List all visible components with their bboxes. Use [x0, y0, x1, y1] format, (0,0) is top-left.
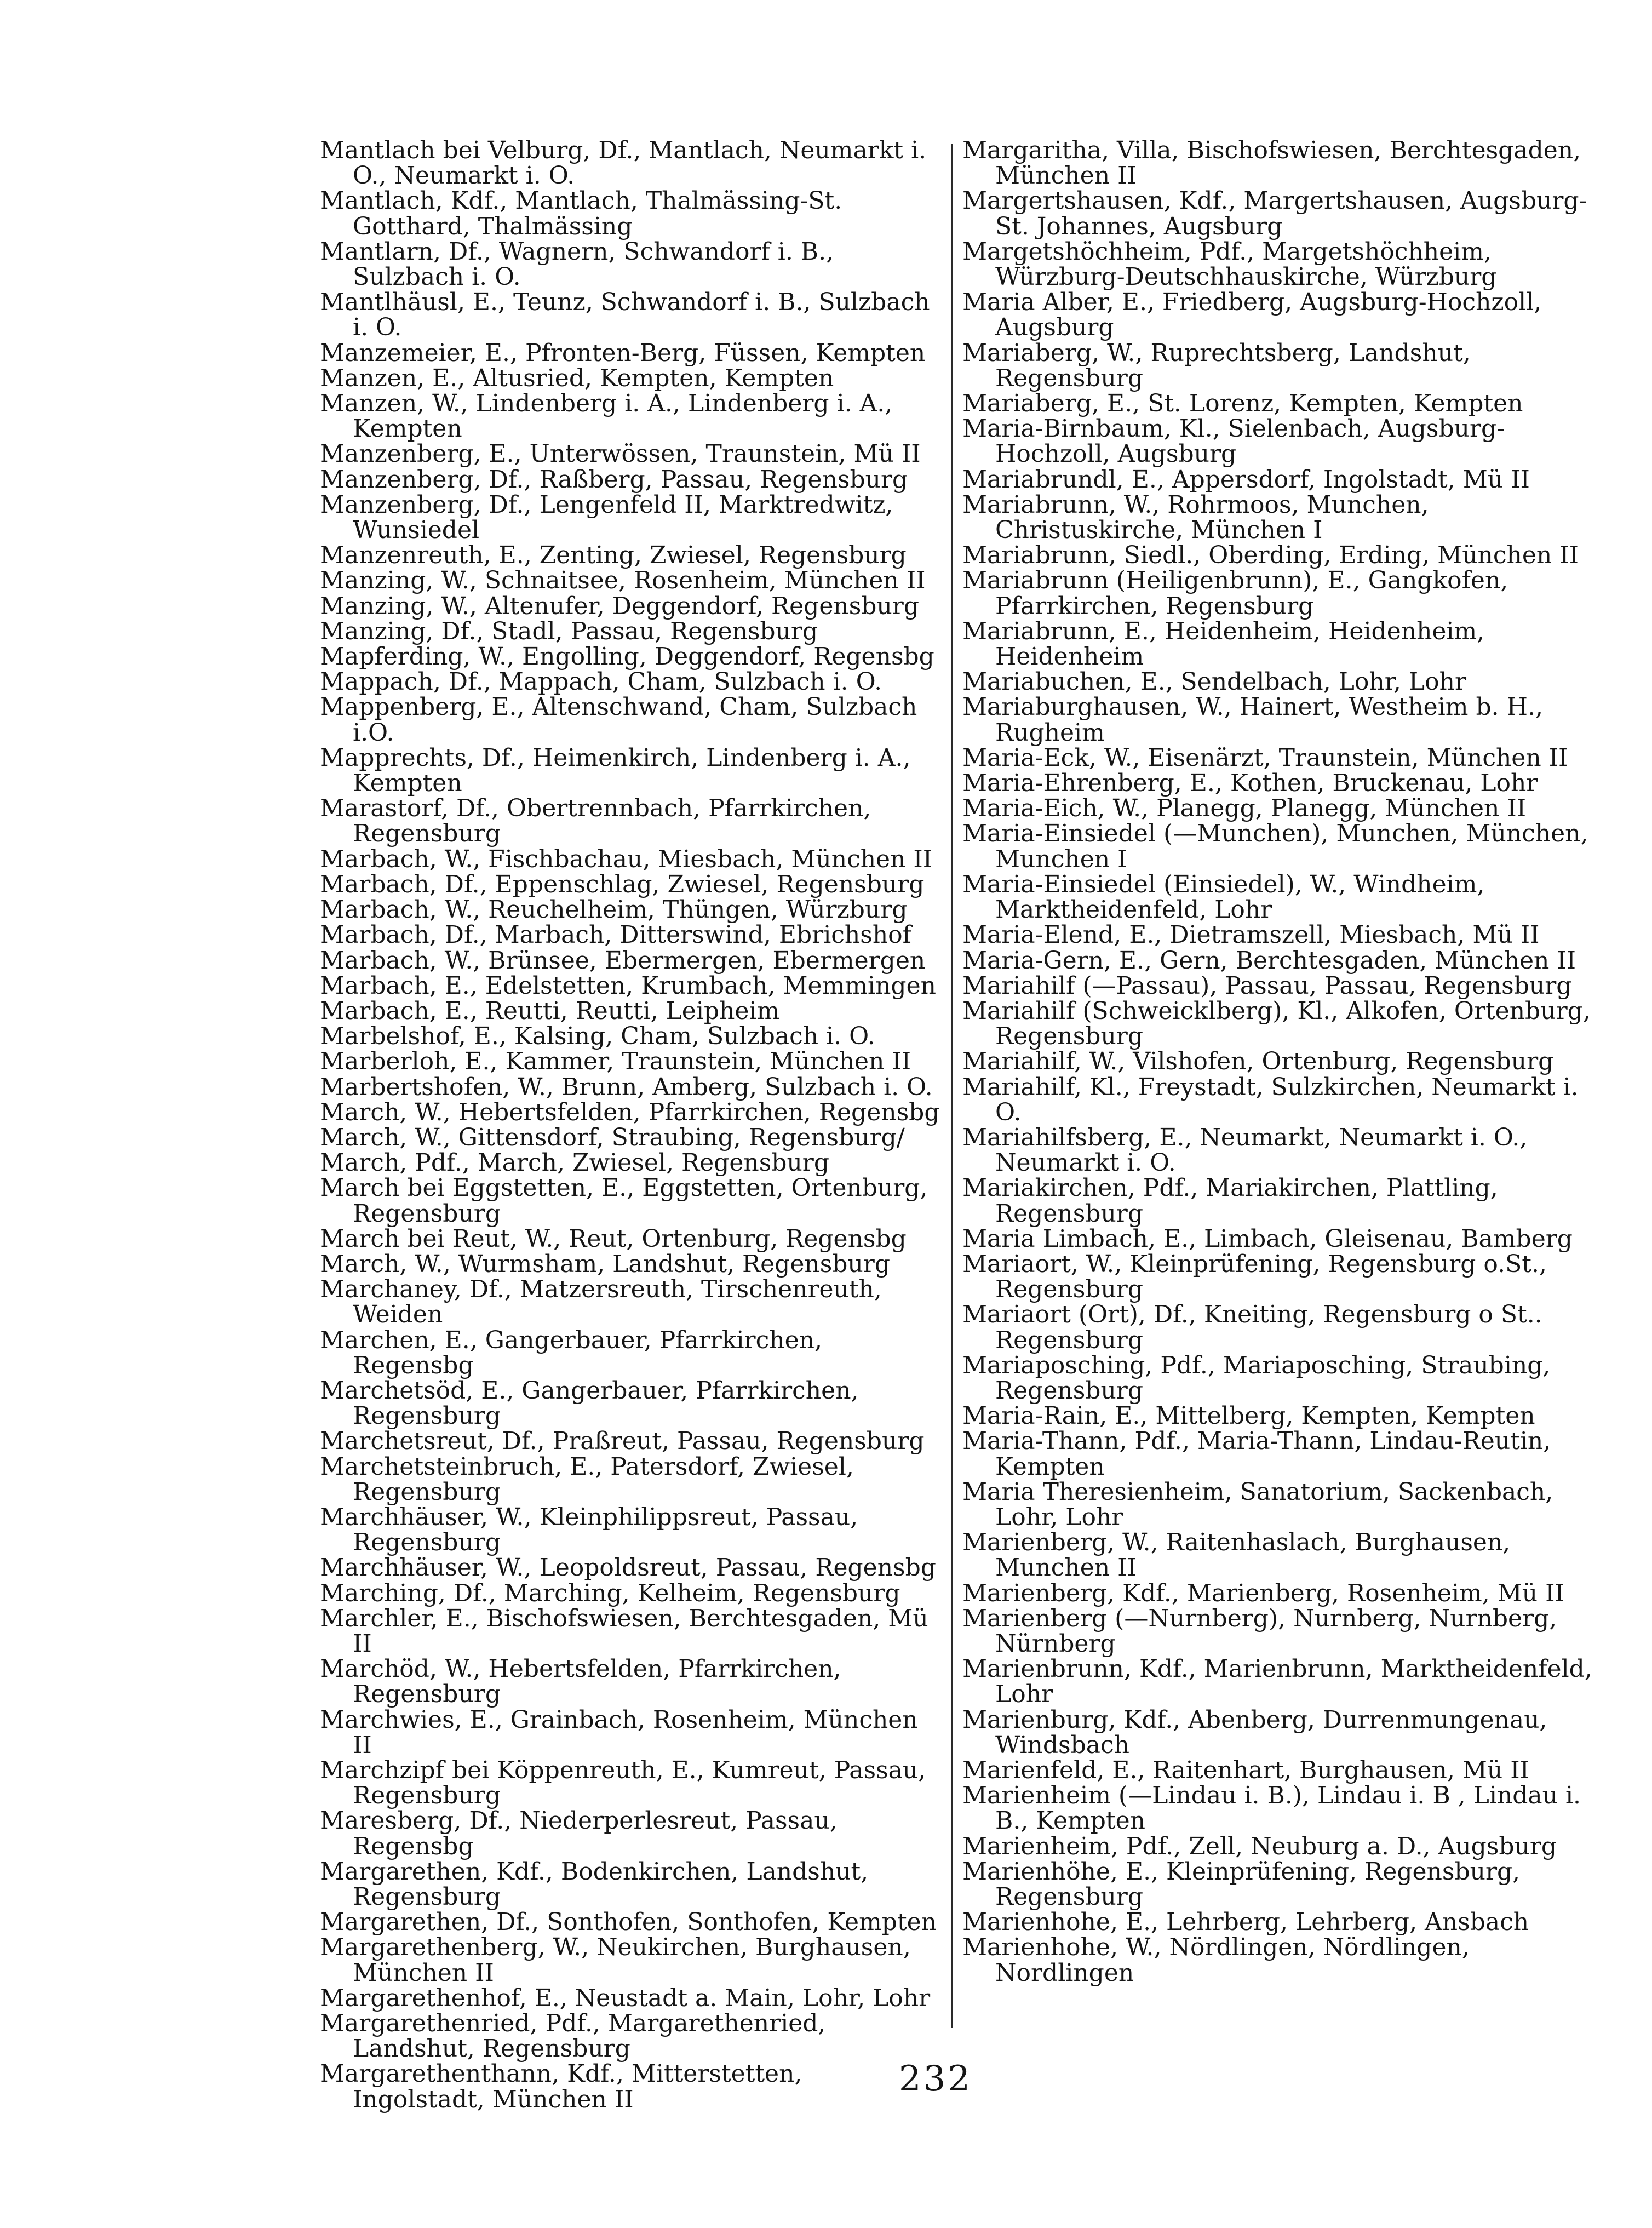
gazetteer-entry: March, W., Gittensdorf, Straubing, Regensburg/	[320, 1123, 905, 1152]
gazetteer-entry: Maria-Ehrenberg, E., Kothen, Bruckenau, Lohr	[962, 769, 1538, 798]
gazetteer-entry: Mapferding, W., Engolling, Deggendorf, Regensbg	[320, 643, 934, 671]
gazetteer-entry: Mantlhäusl, E., Teunz, Schwandorf i. B., Sulzbach i. O.	[320, 288, 930, 342]
gazetteer-entry: Marienberg, W., Raitenhaslach, Burghausen, Munchen II	[962, 1528, 1511, 1582]
gazetteer-entry: Maria-Rain, E., Mittelberg, Kempten, Kempten	[962, 1402, 1535, 1430]
gazetteer-entry: Maria-Birnbaum, Kl., Sielenbach, Augsburg-Hochzoll, Augsburg	[962, 415, 1505, 468]
gazetteer-entry: Marchhäuser, W., Leopoldsreut, Passau, Regensbg	[320, 1554, 936, 1582]
gazetteer-entry: Maria Theresienheim, Sanatorium, Sackenbach, Lohr, Lohr	[962, 1477, 1553, 1531]
gazetteer-entry: Margetshöchheim, Pdf., Margetshöchheim, Würzburg-Deutschhauskirche, Würzburg	[962, 237, 1497, 291]
gazetteer-entry: Marchetsöd, E., Gangerbauer, Pfarrkirchen, Regensburg	[320, 1376, 859, 1430]
gazetteer-entry: Mariaburghausen, W., Hainert, Westheim b. H., Rugheim	[962, 693, 1543, 747]
gazetteer-entry: Marchetsreut, Df., Praßreut, Passau, Regensburg	[320, 1427, 925, 1456]
gazetteer-entry: Marbach, E., Edelstetten, Krumbach, Memmingen	[320, 971, 936, 1000]
gazetteer-entry: Marienburg, Kdf., Abenberg, Durrenmungenau, Windsbach	[962, 1705, 1547, 1759]
gazetteer-entry: Maria Alber, E., Friedberg, Augsburg-Hochzoll, Augsburg	[962, 288, 1542, 342]
gazetteer-entry: Mariabrundl, E., Appersdorf, Ingolstadt, Mü II	[962, 465, 1530, 494]
left-column	[320, 138, 941, 2112]
gazetteer-entry: Mariakirchen, Pdf., Mariakirchen, Plattling, Regensburg	[962, 1174, 1498, 1228]
gazetteer-entry: Marbach, E., Reutti, Reutti, Leipheim	[320, 996, 780, 1025]
gazetteer-entry: Maria-Gern, E., Gern, Berchtesgaden, München II	[962, 946, 1576, 975]
gazetteer-entry: Marastorf, Df., Obertrennbach, Pfarrkirchen, Regensburg	[320, 794, 871, 848]
column-divider	[951, 144, 953, 2028]
gazetteer-entry: March bei Eggstetten, E., Eggstetten, Ortenburg, Regensburg	[320, 1174, 928, 1228]
gazetteer-entry: Marchöd, W., Hebertsfelden, Pfarrkirchen, Regensburg	[320, 1655, 841, 1709]
gazetteer-entry: Marchetsteinbruch, E., Patersdorf, Zwiesel, Regensburg	[320, 1452, 854, 1506]
gazetteer-entry: Marienberg, Kdf., Marienberg, Rosenheim, Mü II	[962, 1579, 1564, 1607]
gazetteer-entry: Mariaposching, Pdf., Mariaposching, Straubing, Regensburg	[962, 1351, 1551, 1405]
gazetteer-entry: Marienhohe, W., Nördlingen, Nördlingen, Nordlingen	[962, 1933, 1470, 1987]
gazetteer-entry: Mariahilf (Schweicklberg), Kl., Alkofen, Ortenburg, Regensburg	[962, 996, 1591, 1051]
gazetteer-entry: Manzemeier, E., Pfronten-Berg, Füssen, Kempten	[320, 339, 926, 367]
gazetteer-entry: Margarethenhof, E., Neustadt a. Main, Lohr, Lohr	[320, 1984, 931, 2012]
gazetteer-entry: Marching, Df., Marching, Kelheim, Regensburg	[320, 1579, 900, 1607]
gazetteer-entry: Margarethenberg, W., Neukirchen, Burghausen, München II	[320, 1933, 911, 1987]
gazetteer-entry: Marbach, Df., Eppenschlag, Zwiesel, Regensburg	[320, 870, 925, 898]
gazetteer-entry: Marienbrunn, Kdf., Marienbrunn, Marktheidenfeld, Lohr	[962, 1655, 1592, 1709]
gazetteer-entry: March bei Reut, W., Reut, Ortenburg, Regensbg	[320, 1224, 907, 1253]
gazetteer-entry: Mariabrunn, W., Rohrmoos, Munchen, Christuskirche, München I	[962, 490, 1429, 545]
gazetteer-entry: Mariahilfsberg, E., Neumarkt, Neumarkt i. O., Neumarkt i. O.	[962, 1123, 1528, 1177]
gazetteer-entry: Marchwies, E., Grainbach, Rosenheim, München II	[320, 1705, 918, 1759]
gazetteer-entry: March, W., Hebertsfelden, Pfarrkirchen, Regensbg	[320, 1098, 940, 1126]
gazetteer-entry: Mariahilf, W., Vilshofen, Ortenburg, Regensburg	[962, 1047, 1554, 1076]
gazetteer-entry: Manzen, E., Altusried, Kempten, Kempten	[320, 364, 834, 392]
gazetteer-entry: Marchler, E., Bischofswiesen, Berchtesgaden, Mü II	[320, 1604, 928, 1658]
gazetteer-entry: Marbertshofen, W., Brunn, Amberg, Sulzbach i. O.	[320, 1073, 933, 1101]
gazetteer-entry: Marbelshof, E., Kalsing, Cham, Sulzbach i. O.	[320, 1022, 875, 1051]
gazetteer-entry: Marbach, W., Brünsee, Ebermergen, Ebermergen	[320, 946, 926, 975]
gazetteer-entry: Margarethen, Df., Sonthofen, Sonthofen, Kempten	[320, 1908, 937, 1937]
gazetteer-entry: Manzing, W., Schnaitsee, Rosenheim, München II	[320, 566, 926, 595]
gazetteer-entry: Marchaney, Df., Matzersreuth, Tirschenreuth, Weiden	[320, 1275, 882, 1329]
gazetteer-entry: Marberloh, E., Kammer, Traunstein, München II	[320, 1047, 911, 1076]
gazetteer-entry: Marbach, Df., Marbach, Ditterswind, Ebrichshof	[320, 921, 911, 949]
gazetteer-entry: Manzing, W., Altenufer, Deggendorf, Regensburg	[320, 592, 919, 620]
gazetteer-entry: Mappach, Df., Mappach, Cham, Sulzbach i. O.	[320, 668, 882, 696]
gazetteer-entry: Maria-Einsiedel (Einsiedel), W., Windheim, Marktheidenfeld, Lohr	[962, 870, 1485, 924]
gazetteer-entry: Mariabuchen, E., Sendelbach, Lohr, Lohr	[962, 668, 1466, 696]
gazetteer-entry: Margarethenthann, Kdf., Mitterstetten, Ingolstadt, München II	[320, 2060, 802, 2114]
gazetteer-entry: Manzing, Df., Stadl, Passau, Regensburg	[320, 617, 818, 645]
gazetteer-entry: Margaritha, Villa, Bischofswiesen, Berchtesgaden, München II	[962, 136, 1581, 190]
gazetteer-entry: March, W., Wurmsham, Landshut, Regensburg	[320, 1250, 891, 1278]
gazetteer-entry: Margarethen, Kdf., Bodenkirchen, Landshut, Regensburg	[320, 1857, 869, 1911]
gazetteer-entry: Marienfeld, E., Raitenhart, Burghausen, Mü II	[962, 1756, 1529, 1784]
gazetteer-entry: Maria-Eich, W., Planegg, Planegg, München II	[962, 794, 1527, 823]
gazetteer-entry: Marienhöhe, E., Kleinprüfening, Regensburg, Regensburg	[962, 1857, 1521, 1911]
page-number: 232	[898, 2059, 973, 2099]
gazetteer-entry: Marchen, E., Gangerbauer, Pfarrkirchen, Regensbg	[320, 1326, 822, 1379]
gazetteer-entry: Mariahilf (—Passau), Passau, Passau, Regensburg	[962, 971, 1572, 1000]
gazetteer-entry: Mariabrunn (Heiligenbrunn), E., Gangkofen, Pfarrkirchen, Regensburg	[962, 566, 1508, 620]
gazetteer-entry: Marbach, W., Fischbachau, Miesbach, München II	[320, 845, 933, 873]
gazetteer-entry: Maria-Eck, W., Eisenärzt, Traunstein, München II	[962, 743, 1568, 772]
gazetteer-entry: Manzen, W., Lindenberg i. A., Lindenberg i. A., Kempten	[320, 390, 893, 443]
gazetteer-entry: Maria Limbach, E., Limbach, Gleisenau, Bamberg	[962, 1224, 1573, 1253]
gazetteer-entry: Mantlarn, Df., Wagnern, Schwandorf i. B., Sulzbach i. O.	[320, 237, 834, 291]
gazetteer-entry: Marchzipf bei Köppenreuth, E., Kumreut, Passau, Regensburg	[320, 1756, 926, 1810]
gazetteer-entry: Mariaort, W., Kleinprüfening, Regensburg o.St., Regensburg	[962, 1250, 1547, 1304]
gazetteer-entry: Margarethenried, Pdf., Margarethenried, Landshut, Regensburg	[320, 2009, 826, 2063]
gazetteer-entry: Mariabrunn, Siedl., Oberding, Erding, München II	[962, 541, 1579, 570]
gazetteer-entry: Marienheim, Pdf., Zell, Neuburg a. D., Augsburg	[962, 1832, 1557, 1860]
gazetteer-entry: Marchhäuser, W., Kleinphilippsreut, Passau, Regensburg	[320, 1503, 858, 1557]
gazetteer-entry: Marbach, W., Reuchelheim, Thüngen, Würzburg	[320, 896, 908, 924]
gazetteer-entry: Mantlach bei Velburg, Df., Mantlach, Neumarkt i. O., Neumarkt i. O.	[320, 136, 927, 190]
gazetteer-entry: Margertshausen, Kdf., Margertshausen, Augsburg-St. Johannes, Augsburg	[962, 187, 1587, 240]
gazetteer-entry: Mariaberg, E., St. Lorenz, Kempten, Kempten	[962, 390, 1523, 418]
gazetteer-entry: Maria-Thann, Pdf., Maria-Thann, Lindau-Reutin, Kempten	[962, 1427, 1551, 1481]
gazetteer-entry: Maria-Einsiedel (—Munchen), Munchen, München, Munchen I	[962, 820, 1588, 873]
gazetteer-entry: Mappenberg, E., Altenschwand, Cham, Sulzbach i.O.	[320, 693, 917, 747]
gazetteer-entry: Manzenberg, Df., Raßberg, Passau, Regensburg	[320, 465, 908, 494]
gazetteer-entry: March, Pdf., March, Zwiesel, Regensburg	[320, 1149, 829, 1177]
gazetteer-entry: Marienhohe, E., Lehrberg, Lehrberg, Ansbach	[962, 1908, 1529, 1937]
gazetteer-entry: Maria-Elend, E., Dietramszell, Miesbach, Mü II	[962, 921, 1540, 949]
gazetteer-entry: Marienberg (—Nurnberg), Nurnberg, Nurnberg, Nürnberg	[962, 1604, 1557, 1658]
gazetteer-entry: Mantlach, Kdf., Mantlach, Thalmässing-St. Gotthard, Thalmässing	[320, 187, 842, 240]
gazetteer-entry: Manzenreuth, E., Zenting, Zwiesel, Regensburg	[320, 541, 907, 570]
gazetteer-entry: Mariaberg, W., Ruprechtsberg, Landshut, Regensburg	[962, 339, 1471, 392]
gazetteer-entry: Mapprechts, Df., Heimenkirch, Lindenberg i. A., Kempten	[320, 743, 911, 798]
gazetteer-entry: Mariaort (Ort), Df., Kneiting, Regensburg o St.. Regensburg	[962, 1301, 1542, 1354]
gazetteer-entry: Mariabrunn, E., Heidenheim, Heidenheim, Heidenheim	[962, 617, 1485, 671]
gazetteer-entry: Maresberg, Df., Niederperlesreut, Passau, Regensbg	[320, 1807, 838, 1860]
gazetteer-entry: Marienheim (—Lindau i. B.), Lindau i. B , Lindau i. B., Kempten	[962, 1782, 1581, 1835]
right-column	[962, 138, 1596, 1986]
gazetteer-entry: Manzenberg, Df., Lengenfeld II, Marktredwitz, Wunsiedel	[320, 490, 893, 545]
gazetteer-entry: Manzenberg, E., Unterwössen, Traunstein, Mü II	[320, 440, 921, 468]
gazetteer-entry: Mariahilf, Kl., Freystadt, Sulzkirchen, Neumarkt i. O.	[962, 1073, 1579, 1126]
